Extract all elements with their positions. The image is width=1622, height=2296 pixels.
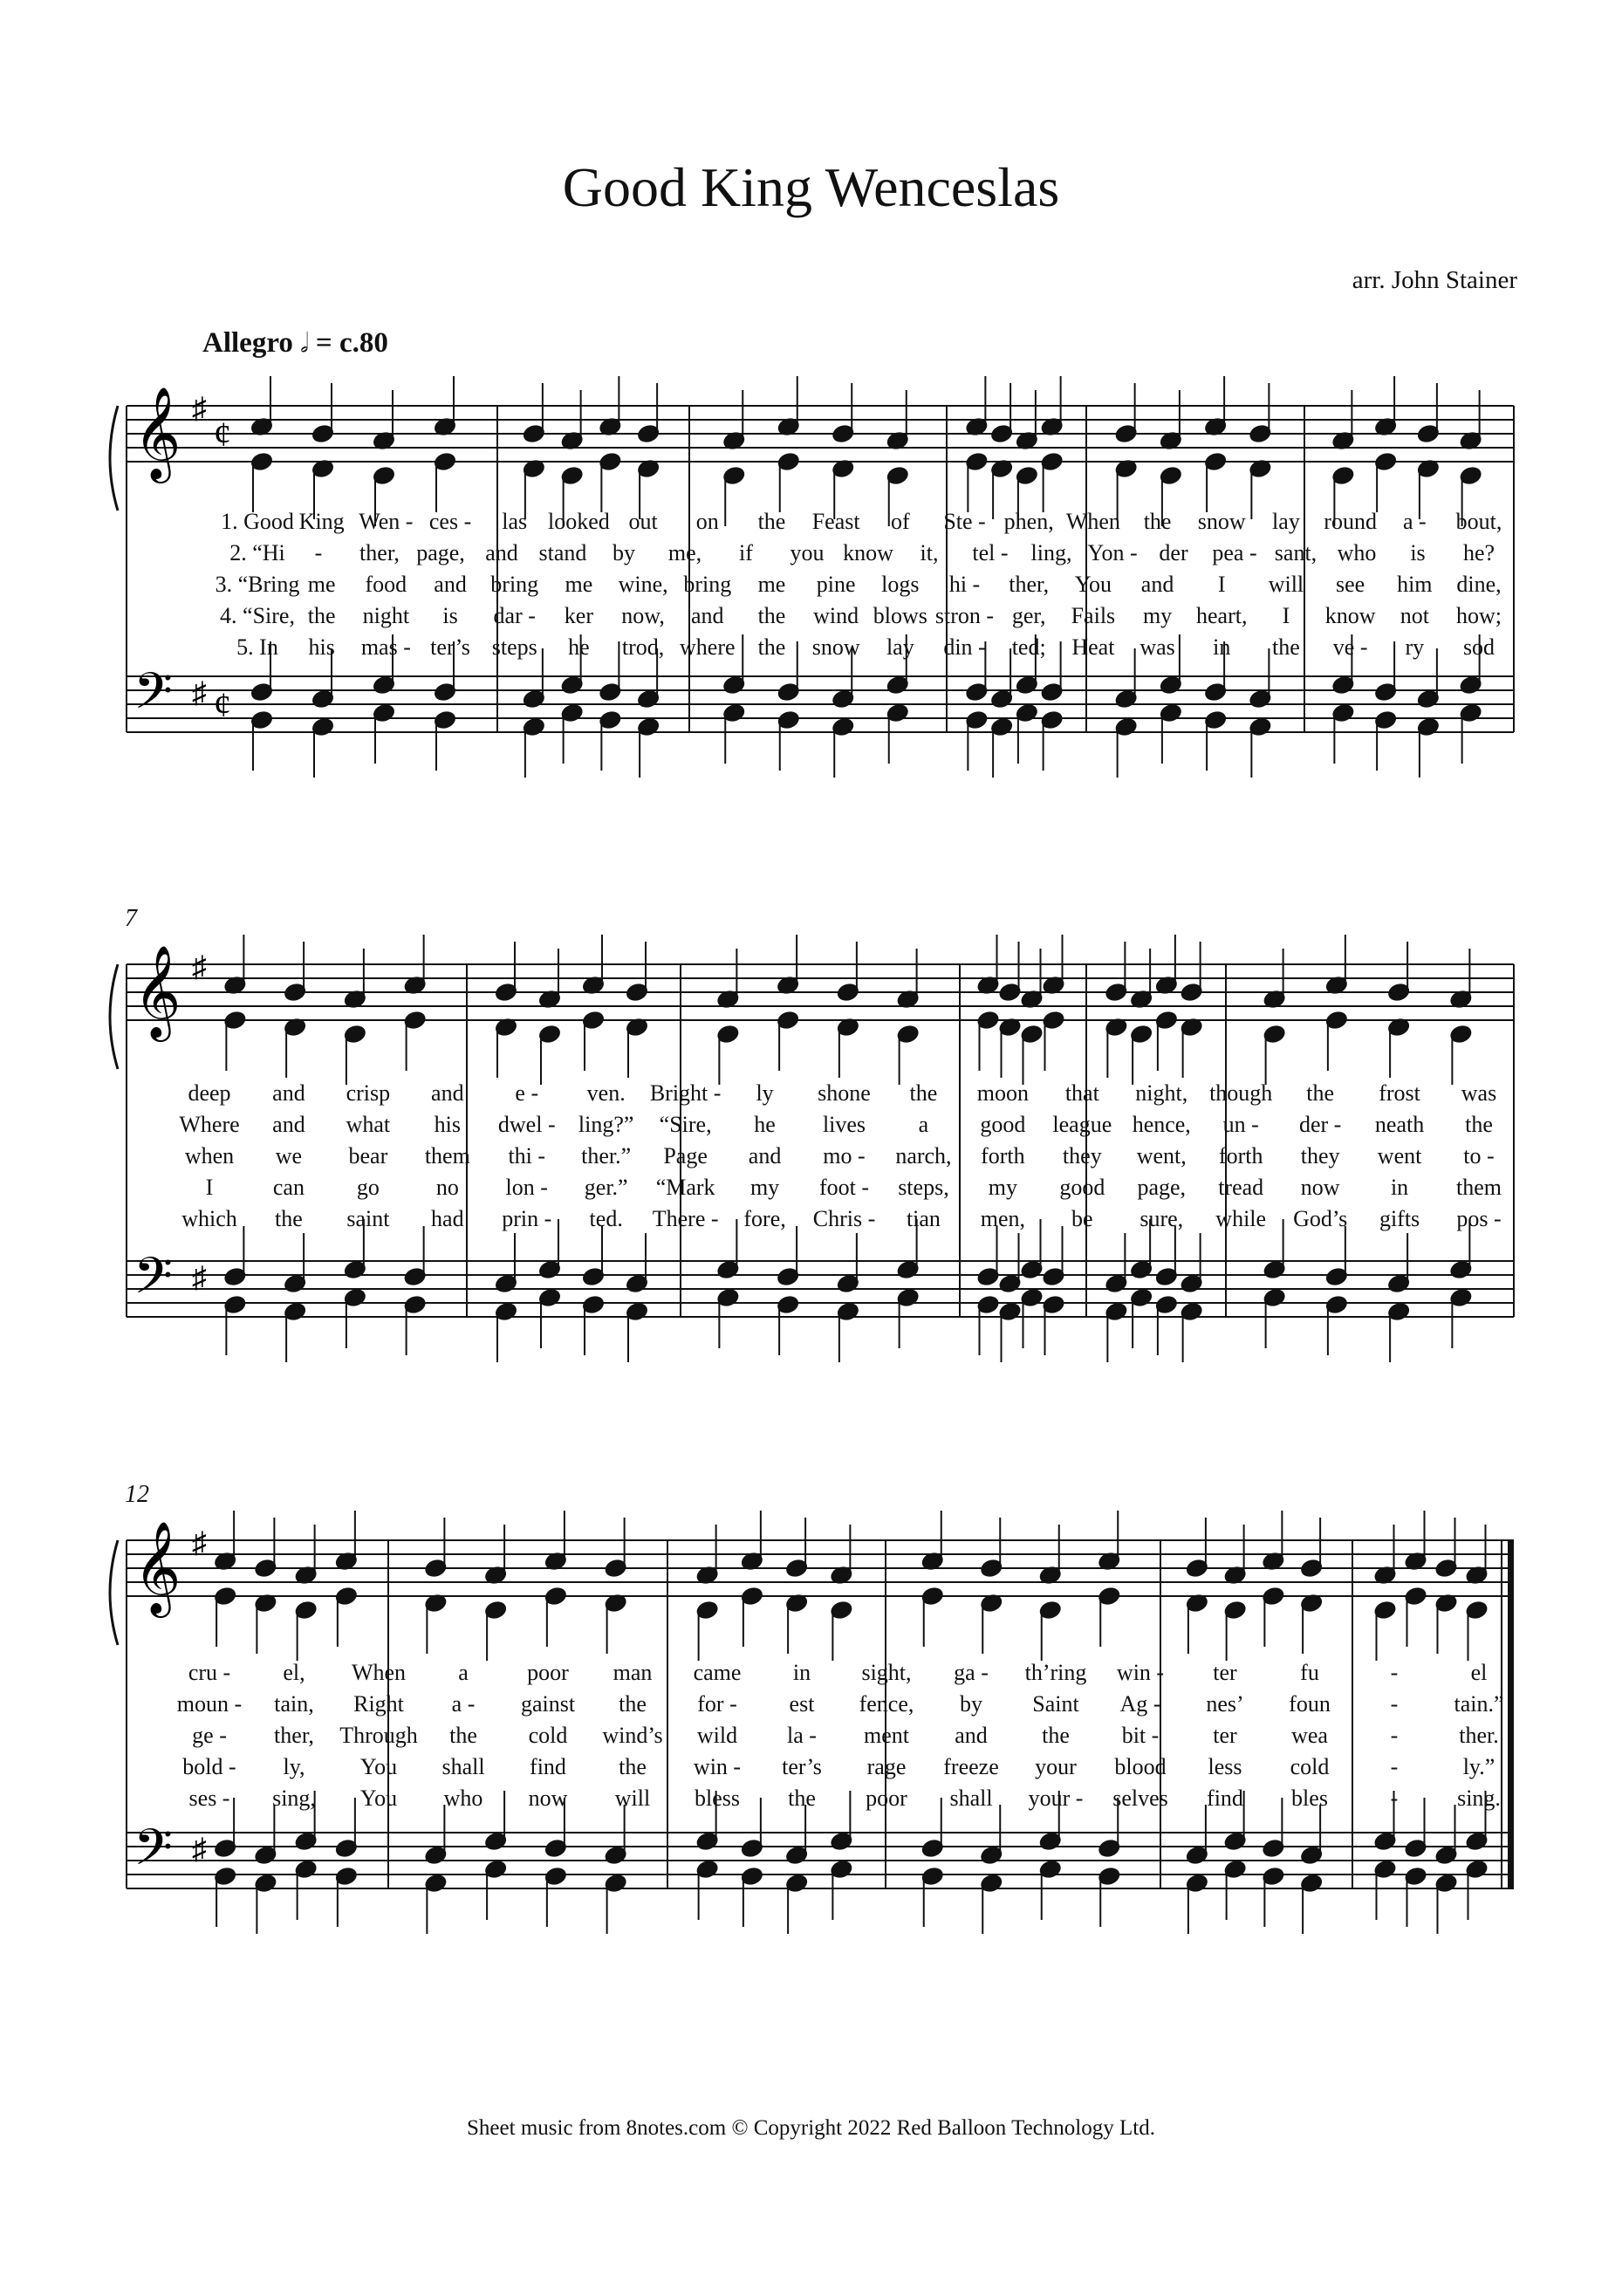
lyric-syllable: der	[1159, 540, 1188, 565]
lyric-syllable: bless	[695, 1785, 740, 1811]
lyric-syllable: ses -	[188, 1785, 230, 1811]
lyric-syllable: ther,	[359, 540, 400, 565]
lyric-syllable: a -	[1402, 509, 1427, 534]
tempo-word: Allegro	[202, 327, 293, 359]
measure-number: 12	[125, 1481, 149, 1508]
lyric-syllable: where	[680, 634, 736, 660]
lyric-syllable: win -	[693, 1754, 742, 1779]
lyric-syllable: bring	[683, 572, 732, 597]
lyric-syllable: sure,	[1140, 1206, 1184, 1231]
lyric-syllable: ment	[864, 1723, 909, 1748]
lyric-syllable: the	[909, 1080, 938, 1106]
lyric-syllable: ry	[1405, 634, 1425, 660]
lyric-syllable: the	[619, 1754, 647, 1779]
lyric-syllable: heart,	[1196, 603, 1248, 628]
lyric-syllable: moon	[976, 1080, 1029, 1106]
lyric-syllable: that	[1064, 1080, 1099, 1106]
lyric-syllable: ker	[564, 603, 594, 628]
lyric-syllable: out	[628, 509, 658, 534]
lyric-syllable: sing,	[272, 1785, 316, 1811]
lyric-syllable: men,	[980, 1206, 1026, 1231]
lyric-syllable: tel -	[972, 540, 1009, 565]
lyric-syllable: -	[1390, 1660, 1399, 1685]
lyric-syllable: which	[181, 1206, 237, 1231]
lyric-syllable: the	[757, 509, 786, 534]
lyric-syllable: your -	[1028, 1785, 1084, 1811]
lyric-syllable: ter’s	[430, 634, 470, 660]
lyric-syllable: my	[1142, 603, 1173, 628]
lyric-syllable: gainst	[520, 1691, 576, 1717]
treble-clef-icon: 𝄞	[133, 1520, 181, 1614]
lyric-syllable: by	[960, 1691, 982, 1717]
lyric-syllable: sod	[1462, 634, 1495, 660]
lyric-syllable: pine	[816, 572, 856, 597]
final-barline	[1508, 1540, 1514, 1888]
lyric-syllable: trod,	[621, 634, 665, 660]
lyric-syllable: page,	[416, 540, 465, 565]
lyric-syllable: less	[1208, 1754, 1242, 1779]
lyric-syllable: what	[346, 1112, 391, 1137]
lyric-syllable: bles	[1291, 1785, 1328, 1811]
lyric-syllable: Ste -	[943, 509, 986, 534]
lyric-syllable: ther.”	[581, 1143, 632, 1169]
lyric-syllable: wind’s	[602, 1723, 663, 1748]
lyric-syllable: your	[1035, 1754, 1077, 1779]
lyric-syllable: thi -	[508, 1143, 546, 1169]
lyric-syllable: There -	[652, 1206, 719, 1231]
lyric-syllable: selves	[1112, 1785, 1168, 1811]
sharp-icon: ♯	[192, 951, 207, 984]
lyric-syllable: looked	[548, 509, 610, 534]
tempo-value: = c.80	[315, 327, 388, 359]
lyric-syllable: food	[365, 572, 407, 597]
sharp-icon: ♯	[192, 1833, 207, 1866]
lyric-syllable: ly,	[283, 1754, 305, 1779]
lyric-syllable: Page	[663, 1143, 708, 1169]
lyric-syllable: and	[1140, 572, 1174, 597]
lyric-syllable: the	[1143, 509, 1172, 534]
lyric-syllable: ling?”	[578, 1112, 634, 1137]
lyric-syllable: snow	[1197, 509, 1246, 534]
lyric-syllable: win -	[1116, 1660, 1165, 1685]
lyric-syllable: mo -	[823, 1143, 866, 1169]
lyric-syllable: to -	[1463, 1143, 1495, 1169]
lyric-syllable: who	[443, 1785, 483, 1811]
lyric-syllable: me,	[667, 540, 702, 565]
lyric-syllable: for -	[697, 1691, 737, 1717]
lyric-syllable: Chris -	[812, 1206, 876, 1231]
lyric-syllable: ther.	[1459, 1723, 1499, 1748]
lyric-syllable: -	[1390, 1691, 1399, 1717]
lyric-syllable: tread	[1218, 1175, 1264, 1200]
lyric-syllable: good	[980, 1112, 1026, 1137]
cut-time-icon: ¢	[214, 685, 231, 724]
lyric-syllable: wild	[696, 1723, 738, 1748]
lyric-syllable: -	[1390, 1785, 1399, 1811]
lyric-syllable: Where	[179, 1112, 240, 1137]
lyric-syllable: the	[275, 1206, 303, 1231]
lyric-syllable: a	[458, 1660, 469, 1685]
lyric-syllable: frost	[1379, 1080, 1420, 1106]
lyric-syllable: dine,	[1456, 572, 1502, 597]
lyric-syllable: the	[1042, 1723, 1070, 1748]
lyric-syllable: pos -	[1456, 1206, 1502, 1231]
lyric-syllable: Through	[339, 1723, 418, 1748]
lyric-syllable: the	[1272, 634, 1300, 660]
treble-clef-icon: 𝄞	[133, 386, 181, 479]
lyric-syllable: Heat	[1071, 634, 1115, 660]
lyric-syllable: and	[272, 1080, 305, 1106]
lyric-syllable: and	[748, 1143, 782, 1169]
lyric-syllable: rage	[866, 1754, 907, 1779]
lyric-syllable: Saint	[1032, 1691, 1079, 1717]
cut-time-icon: ¢	[214, 415, 231, 454]
lyric-syllable: will	[614, 1785, 651, 1811]
lyric-syllable: wine,	[618, 572, 668, 597]
lyric-syllable: sing.	[1457, 1785, 1501, 1811]
lyric-syllable: went,	[1136, 1143, 1187, 1169]
lyric-syllable: lay	[886, 634, 914, 660]
lyric-syllable: and	[431, 1080, 464, 1106]
brace-top	[110, 406, 118, 511]
lyric-syllable: ter	[1213, 1660, 1237, 1685]
bass-clef-icon: 𝄢	[133, 1246, 174, 1318]
lyric-syllable: now	[528, 1785, 568, 1811]
lyric-syllable: go	[356, 1175, 380, 1200]
lyric-syllable: Right	[353, 1691, 404, 1717]
lyric-syllable: Fails	[1071, 603, 1116, 628]
lyric-syllable: freeze	[943, 1754, 999, 1779]
lyric-syllable: and	[272, 1112, 305, 1137]
lyric-syllable: sight,	[861, 1660, 912, 1685]
lyric-syllable: poor	[527, 1660, 569, 1685]
lyric-syllable: how;	[1456, 603, 1502, 628]
lyric-syllable: in	[1390, 1175, 1409, 1200]
lyric-syllable: bold -	[182, 1754, 236, 1779]
sharp-icon: ♯	[192, 677, 207, 709]
lyric-syllable: when	[184, 1143, 235, 1169]
lyric-syllable: la -	[787, 1723, 817, 1748]
lyric-syllable: bring	[490, 572, 539, 597]
lyric-syllable: hence,	[1132, 1112, 1191, 1137]
lyric-syllable: the	[619, 1691, 647, 1717]
lyric-syllable: deep	[188, 1080, 231, 1106]
lyric-syllable: ly.”	[1462, 1754, 1495, 1779]
lyric-syllable: ther,	[274, 1723, 314, 1748]
lyric-syllable: night,	[1135, 1080, 1188, 1106]
lyric-syllable: ve -	[1332, 634, 1368, 660]
lyric-syllable: came	[693, 1660, 742, 1685]
lyric-syllable: blood	[1114, 1754, 1167, 1779]
lyric-syllable: the	[757, 603, 786, 628]
lyric-syllable: he	[568, 634, 590, 660]
lyric-syllable: and	[955, 1723, 988, 1748]
lyric-syllable: his	[308, 634, 335, 660]
lyric-syllable: narch,	[895, 1143, 952, 1169]
lyric-syllable: you	[790, 540, 825, 565]
lyric-syllable: 1. Good	[221, 509, 294, 534]
lyric-syllable: in	[792, 1660, 811, 1685]
brace-top	[110, 964, 118, 1069]
bass-clef-icon: 𝄢	[133, 661, 174, 733]
lyric-syllable: 4. “Sire,	[220, 603, 295, 628]
lyric-syllable: wea	[1291, 1723, 1328, 1748]
lyric-syllable: King	[298, 509, 345, 534]
lyric-syllable: th’ring	[1024, 1660, 1087, 1685]
lyric-syllable: saint	[346, 1206, 390, 1231]
lyric-syllable: my	[988, 1175, 1017, 1200]
lyric-syllable: forth	[981, 1143, 1025, 1169]
lyric-syllable: in	[1213, 634, 1231, 660]
lyric-syllable: stand	[538, 540, 587, 565]
lyric-syllable: fore,	[743, 1206, 786, 1231]
lyric-syllable: the	[1306, 1080, 1335, 1106]
lyric-syllable: I	[205, 1175, 214, 1200]
half-note-icon: 𝅗𝅥	[300, 329, 309, 358]
lyric-syllable: -	[1390, 1723, 1399, 1748]
lyric-syllable: Ag -	[1119, 1691, 1161, 1717]
lyric-syllable: ted.	[589, 1206, 623, 1231]
lyric-syllable: forth	[1218, 1143, 1263, 1169]
lyric-syllable: shone	[818, 1080, 871, 1106]
lyric-syllable: I	[1282, 603, 1290, 628]
lyric-syllable: logs	[881, 572, 920, 597]
lyric-syllable: my	[749, 1175, 780, 1200]
lyric-syllable: shall	[441, 1754, 485, 1779]
brace-top	[110, 1540, 118, 1645]
treble-clef-icon: 𝄞	[133, 944, 181, 1038]
lyric-syllable: stron -	[934, 603, 995, 628]
lyric-syllable: nes’	[1206, 1691, 1244, 1717]
lyric-syllable: league	[1052, 1112, 1112, 1137]
lyric-syllable: foot -	[818, 1175, 870, 1200]
copyright-footer: Sheet music from 8notes.com © Copyright 2022 Red Balloon Technology Ltd.	[467, 2116, 1155, 2140]
lyric-syllable: can	[272, 1175, 305, 1200]
lyric-syllable: Yon -	[1087, 540, 1138, 565]
lyric-syllable: had	[431, 1206, 464, 1231]
lyric-syllable: crisp	[346, 1080, 391, 1106]
lyric-syllable: lon -	[505, 1175, 548, 1200]
lyric-syllable: poor	[866, 1785, 907, 1811]
lyric-syllable: gifts	[1379, 1206, 1420, 1231]
lyric-syllable: them	[1456, 1175, 1502, 1200]
lyric-syllable: foun	[1289, 1691, 1331, 1717]
lyric-syllable: Feast	[811, 509, 860, 534]
lyric-syllable: -	[314, 540, 323, 565]
lyric-syllable: me	[307, 572, 336, 597]
lyric-syllable: ger,	[1011, 603, 1046, 628]
lyric-syllable: man	[613, 1660, 653, 1685]
lyric-syllable: we	[275, 1143, 303, 1169]
lyric-syllable: know	[843, 540, 893, 565]
lyric-syllable: moun -	[176, 1691, 243, 1717]
lyric-syllable: las	[502, 509, 528, 534]
lyric-syllable: the	[757, 634, 786, 660]
lyric-syllable: me	[565, 572, 593, 597]
measure-number: 7	[125, 905, 137, 932]
lyric-syllable: is	[1410, 540, 1426, 565]
lyric-syllable: ling,	[1030, 540, 1072, 565]
lyric-syllable: they	[1062, 1143, 1102, 1169]
lyric-syllable: a	[918, 1112, 929, 1137]
lyric-syllable: pea -	[1212, 540, 1257, 565]
lyric-syllable: good	[1059, 1175, 1105, 1200]
lyric-syllable: ge -	[192, 1723, 227, 1748]
lyric-syllable: bit -	[1121, 1723, 1160, 1748]
lyric-syllable: dar -	[493, 603, 536, 628]
lyric-syllable: un -	[1222, 1112, 1259, 1137]
lyric-syllable: he?	[1462, 540, 1495, 565]
lyric-syllable: me	[757, 572, 786, 597]
lyric-syllable: phen,	[1003, 509, 1054, 534]
lyric-syllable: they	[1300, 1143, 1340, 1169]
lyric-syllable: When	[1065, 509, 1120, 534]
lyric-syllable: el	[1470, 1660, 1488, 1685]
lyric-syllable: now	[1300, 1175, 1340, 1200]
lyric-syllable: You	[1074, 572, 1112, 597]
lyric-syllable: -	[1390, 1754, 1399, 1779]
lyric-syllable: cold	[528, 1723, 568, 1748]
lyric-syllable: page,	[1137, 1175, 1187, 1200]
sharp-icon: ♯	[192, 1262, 207, 1294]
lyric-syllable: ven.	[586, 1080, 626, 1106]
lyric-syllable: be	[1071, 1206, 1093, 1231]
lyric-syllable: steps	[491, 634, 537, 660]
lyric-syllable: his	[434, 1112, 461, 1137]
lyric-syllable: will	[1268, 572, 1304, 597]
lyric-syllable: was	[1461, 1080, 1497, 1106]
lyric-syllable: sant,	[1274, 540, 1317, 565]
lyric-syllable: on	[695, 509, 719, 534]
lyric-syllable: Wen -	[359, 509, 414, 534]
lyric-syllable: tain.”	[1454, 1691, 1504, 1717]
lyric-syllable: cru -	[188, 1660, 231, 1685]
arranger-credit: arr. John Stainer	[1352, 266, 1517, 294]
lyric-syllable: lay	[1272, 509, 1300, 534]
lyric-syllable: was	[1140, 634, 1175, 660]
sharp-icon: ♯	[192, 1527, 207, 1559]
lyric-syllable: ly	[756, 1080, 774, 1106]
lyric-syllable: “Mark	[655, 1175, 715, 1200]
lyric-syllable: I	[1217, 572, 1226, 597]
lyric-syllable: no	[435, 1175, 459, 1200]
lyric-syllable: while	[1215, 1206, 1267, 1231]
lyric-syllable: You	[359, 1785, 398, 1811]
lyric-syllable: the	[1465, 1112, 1493, 1137]
lyric-syllable: e -	[515, 1080, 539, 1106]
lyric-syllable: mas -	[360, 634, 411, 660]
lyric-syllable: 5. In	[236, 634, 278, 660]
lyric-syllable: night	[362, 603, 410, 628]
lyric-syllable: him	[1397, 572, 1433, 597]
lyric-syllable: lives	[822, 1112, 866, 1137]
lyric-syllable: ther,	[1009, 572, 1050, 597]
lyric-syllable: and	[434, 572, 467, 597]
lyric-syllable: God’s	[1293, 1206, 1348, 1231]
lyric-syllable: who	[1337, 540, 1377, 565]
lyric-syllable: round	[1324, 509, 1377, 534]
lyric-syllable: der -	[1298, 1112, 1342, 1137]
lyric-syllable: bout,	[1455, 509, 1502, 534]
lyric-syllable: shall	[949, 1785, 993, 1811]
lyric-syllable: You	[359, 1754, 398, 1779]
lyric-syllable: of	[890, 509, 910, 534]
sharp-icon: ♯	[192, 393, 207, 425]
lyric-syllable: ter’s	[782, 1754, 822, 1779]
lyric-syllable: hi -	[948, 572, 981, 597]
lyric-syllable: now,	[621, 603, 665, 628]
lyric-syllable: and	[691, 603, 724, 628]
lyric-syllable: them	[424, 1143, 470, 1169]
lyric-syllable: the	[449, 1723, 477, 1748]
lyric-syllable: Bright -	[649, 1080, 722, 1106]
lyric-syllable: and	[485, 540, 518, 565]
lyric-syllable: neath	[1374, 1112, 1425, 1137]
lyric-syllable: est	[789, 1691, 815, 1717]
lyric-syllable: din -	[943, 634, 986, 660]
lyric-syllable: tain,	[274, 1691, 314, 1717]
lyric-syllable: find	[530, 1754, 566, 1779]
lyric-syllable: “Sire,	[659, 1112, 712, 1137]
lyric-syllable: find	[1207, 1785, 1243, 1811]
lyric-syllable: by	[613, 540, 635, 565]
lyric-syllable: the	[307, 603, 336, 628]
lyric-syllable: went	[1377, 1143, 1422, 1169]
lyric-syllable: prin -	[502, 1206, 552, 1231]
lyric-syllable: not	[1400, 603, 1429, 628]
lyric-syllable: dwel -	[497, 1112, 556, 1137]
lyric-syllable: know	[1324, 603, 1376, 628]
lyric-syllable: ger.”	[584, 1175, 628, 1200]
bass-clef-icon: 𝄢	[133, 1818, 174, 1889]
lyric-syllable: fence,	[859, 1691, 914, 1717]
lyric-syllable: ted;	[1011, 634, 1046, 660]
page-title: Good King Wenceslas	[562, 156, 1060, 218]
lyric-syllable: it,	[920, 540, 939, 565]
lyric-syllable: though	[1209, 1080, 1273, 1106]
lyric-syllable: the	[788, 1785, 816, 1811]
lyric-syllable: see	[1336, 572, 1365, 597]
lyric-syllable: ga -	[954, 1660, 989, 1685]
lyric-syllable: tian	[906, 1206, 941, 1231]
lyric-syllable: if	[739, 540, 753, 565]
lyric-syllable: el,	[283, 1660, 305, 1685]
lyric-syllable: a -	[451, 1691, 476, 1717]
lyric-syllable: steps,	[898, 1175, 949, 1200]
lyric-syllable: blows	[873, 603, 927, 628]
lyric-syllable: 2. “Hi	[229, 540, 285, 565]
lyric-syllable: bear	[348, 1143, 388, 1169]
lyric-syllable: ces -	[428, 509, 472, 534]
lyric-syllable: When	[351, 1660, 407, 1685]
lyric-syllable: fu	[1300, 1660, 1319, 1685]
lyric-syllable: cold	[1290, 1754, 1330, 1779]
lyric-syllable: he	[754, 1112, 776, 1137]
lyric-syllable: 3. “Bring	[215, 572, 300, 597]
lyric-syllable: is	[442, 603, 458, 628]
lyric-syllable: ter	[1213, 1723, 1237, 1748]
lyric-syllable: wind	[813, 603, 859, 628]
lyric-syllable: snow	[811, 634, 860, 660]
